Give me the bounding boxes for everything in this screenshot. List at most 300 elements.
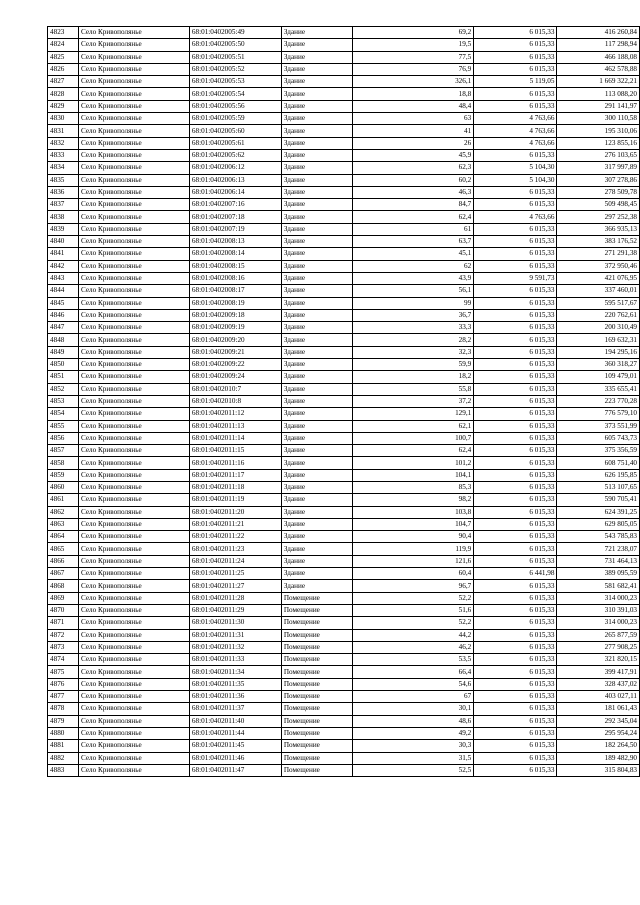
cadastral-number-cell: 68:01:0402011:27: [189, 580, 281, 592]
object-type-cell: Здание: [281, 395, 352, 407]
row-number-cell: 4838: [48, 211, 79, 223]
unit-cost-cell: 6 015,33: [474, 666, 557, 678]
table-row: [48, 715, 640, 727]
object-type-cell: Помещение: [281, 629, 352, 641]
object-type-cell: Здание: [281, 260, 352, 272]
table-row: [48, 568, 640, 580]
locality-cell: Село Кривополянье: [78, 309, 189, 321]
object-type-cell: Здание: [281, 518, 352, 530]
cadastral-number-cell: 68:01:0402005:51: [189, 51, 281, 63]
cadastral-number-cell: 68:01:0402011:21: [189, 518, 281, 530]
cadastral-number-cell: 68:01:0402005:50: [189, 39, 281, 51]
area-cell: 62,4: [353, 445, 474, 457]
row-number-cell: 4868: [48, 580, 79, 592]
table-row: [48, 51, 640, 63]
area-cell: 77,5: [353, 51, 474, 63]
object-type-cell: Здание: [281, 469, 352, 481]
object-type-cell: Здание: [281, 346, 352, 358]
object-type-cell: Здание: [281, 113, 352, 125]
unit-cost-cell: 6 015,33: [474, 691, 557, 703]
unit-cost-cell: 6 015,33: [474, 223, 557, 235]
locality-cell: Село Кривополянье: [78, 285, 189, 297]
cadastral-value-cell: 513 107,65: [557, 481, 640, 493]
area-cell: 30,3: [353, 740, 474, 752]
object-type-cell: Помещение: [281, 727, 352, 739]
table-row: [48, 334, 640, 346]
area-cell: 19,5: [353, 39, 474, 51]
unit-cost-cell: 6 015,33: [474, 506, 557, 518]
cadastral-value-cell: 608 751,40: [557, 457, 640, 469]
locality-cell: Село Кривополянье: [78, 691, 189, 703]
locality-cell: Село Кривополянье: [78, 580, 189, 592]
row-number-cell: 4848: [48, 334, 79, 346]
locality-cell: Село Кривополянье: [78, 432, 189, 444]
table-row: [48, 174, 640, 186]
cadastral-number-cell: 68:01:0402011:22: [189, 531, 281, 543]
object-type-cell: Помещение: [281, 592, 352, 604]
area-cell: 119,9: [353, 543, 474, 555]
table-row: [48, 420, 640, 432]
unit-cost-cell: 6 015,33: [474, 27, 557, 39]
row-number-cell: 4853: [48, 395, 79, 407]
row-number-cell: 4875: [48, 666, 79, 678]
unit-cost-cell: 4 763,66: [474, 125, 557, 137]
area-cell: 62,3: [353, 162, 474, 174]
unit-cost-cell: 6 015,33: [474, 359, 557, 371]
area-cell: 63,7: [353, 236, 474, 248]
locality-cell: Село Кривополянье: [78, 272, 189, 284]
unit-cost-cell: 4 763,66: [474, 137, 557, 149]
unit-cost-cell: 6 015,33: [474, 592, 557, 604]
table-row: [48, 592, 640, 604]
cadastral-number-cell: 68:01:0402011:29: [189, 604, 281, 616]
unit-cost-cell: 6 015,33: [474, 764, 557, 776]
cadastral-value-cell: 200 310,49: [557, 322, 640, 334]
row-number-cell: 4883: [48, 764, 79, 776]
cadastral-value-cell: 337 460,01: [557, 285, 640, 297]
object-type-cell: Здание: [281, 309, 352, 321]
object-type-cell: Помещение: [281, 703, 352, 715]
cadastral-value-cell: 307 278,86: [557, 174, 640, 186]
area-cell: 101,2: [353, 457, 474, 469]
table-row: [48, 531, 640, 543]
area-cell: 44,2: [353, 629, 474, 641]
unit-cost-cell: 6 015,33: [474, 518, 557, 530]
object-type-cell: Здание: [281, 27, 352, 39]
object-type-cell: Здание: [281, 568, 352, 580]
cadastral-value-cell: 295 954,24: [557, 727, 640, 739]
object-type-cell: Здание: [281, 223, 352, 235]
unit-cost-cell: 6 015,33: [474, 322, 557, 334]
unit-cost-cell: 6 015,33: [474, 371, 557, 383]
cadastral-value-cell: 605 743,73: [557, 432, 640, 444]
table-row: [48, 494, 640, 506]
unit-cost-cell: 9 591,73: [474, 272, 557, 284]
locality-cell: Село Кривополянье: [78, 88, 189, 100]
table-row: [48, 408, 640, 420]
table-row: [48, 63, 640, 75]
cadastral-number-cell: 68:01:0402011:16: [189, 457, 281, 469]
locality-cell: Село Кривополянье: [78, 481, 189, 493]
row-number-cell: 4846: [48, 309, 79, 321]
cadastral-number-cell: 68:01:0402007:18: [189, 211, 281, 223]
locality-cell: Село Кривополянье: [78, 149, 189, 161]
row-number-cell: 4856: [48, 432, 79, 444]
table-row: [48, 359, 640, 371]
object-type-cell: Здание: [281, 322, 352, 334]
cadastral-value-cell: 328 437,02: [557, 678, 640, 690]
area-cell: 18,2: [353, 371, 474, 383]
unit-cost-cell: 4 763,66: [474, 113, 557, 125]
object-type-cell: Помещение: [281, 678, 352, 690]
row-number-cell: 4849: [48, 346, 79, 358]
cadastral-number-cell: 68:01:0402011:25: [189, 568, 281, 580]
cadastral-number-cell: 68:01:0402005:54: [189, 88, 281, 100]
row-number-cell: 4857: [48, 445, 79, 457]
locality-cell: Село Кривополянье: [78, 125, 189, 137]
cadastral-value-cell: 629 805,05: [557, 518, 640, 530]
area-cell: 129,1: [353, 408, 474, 420]
locality-cell: Село Кривополянье: [78, 518, 189, 530]
table-row: [48, 113, 640, 125]
row-number-cell: 4829: [48, 100, 79, 112]
cadastral-value-cell: 194 295,16: [557, 346, 640, 358]
table-row: [48, 666, 640, 678]
cadastral-value-cell: 776 579,10: [557, 408, 640, 420]
unit-cost-cell: 6 015,33: [474, 408, 557, 420]
locality-cell: Село Кривополянье: [78, 297, 189, 309]
row-number-cell: 4850: [48, 359, 79, 371]
locality-cell: Село Кривополянье: [78, 186, 189, 198]
cadastral-number-cell: 68:01:0402011:30: [189, 617, 281, 629]
area-cell: 52,2: [353, 592, 474, 604]
cadastral-value-cell: 366 935,13: [557, 223, 640, 235]
object-type-cell: Здание: [281, 481, 352, 493]
area-cell: 33,3: [353, 322, 474, 334]
cadastral-value-cell: 372 950,46: [557, 260, 640, 272]
locality-cell: Село Кривополянье: [78, 568, 189, 580]
table-row: [48, 703, 640, 715]
object-type-cell: Помещение: [281, 740, 352, 752]
cadastral-value-cell: 509 498,45: [557, 199, 640, 211]
row-number-cell: 4858: [48, 457, 79, 469]
object-type-cell: Здание: [281, 457, 352, 469]
cadastral-number-cell: 68:01:0402005:49: [189, 27, 281, 39]
unit-cost-cell: 6 015,33: [474, 629, 557, 641]
table-row: [48, 236, 640, 248]
unit-cost-cell: 6 015,33: [474, 39, 557, 51]
cadastral-number-cell: 68:01:0402005:52: [189, 63, 281, 75]
object-type-cell: Здание: [281, 63, 352, 75]
cadastral-value-cell: 169 632,31: [557, 334, 640, 346]
cadastral-number-cell: 68:01:0402011:12: [189, 408, 281, 420]
cadastral-number-cell: 68:01:0402011:45: [189, 740, 281, 752]
cadastral-number-cell: 68:01:0402011:14: [189, 432, 281, 444]
locality-cell: Село Кривополянье: [78, 641, 189, 653]
cadastral-number-cell: 68:01:0402011:47: [189, 764, 281, 776]
object-type-cell: Помещение: [281, 752, 352, 764]
locality-cell: Село Кривополянье: [78, 174, 189, 186]
table-row: [48, 248, 640, 260]
row-number-cell: 4845: [48, 297, 79, 309]
cadastral-number-cell: 68:01:0402011:13: [189, 420, 281, 432]
area-cell: 18,8: [353, 88, 474, 100]
row-number-cell: 4879: [48, 715, 79, 727]
unit-cost-cell: 6 015,33: [474, 346, 557, 358]
area-cell: 103,8: [353, 506, 474, 518]
table-row: [48, 691, 640, 703]
locality-cell: Село Кривополянье: [78, 223, 189, 235]
locality-cell: Село Кривополянье: [78, 137, 189, 149]
row-number-cell: 4835: [48, 174, 79, 186]
unit-cost-cell: 5 104,30: [474, 174, 557, 186]
unit-cost-cell: 4 763,66: [474, 211, 557, 223]
cadastral-value-cell: 189 482,90: [557, 752, 640, 764]
unit-cost-cell: 6 015,33: [474, 395, 557, 407]
cadastral-number-cell: 68:01:0402011:24: [189, 555, 281, 567]
locality-cell: Село Кривополянье: [78, 555, 189, 567]
unit-cost-cell: 6 015,33: [474, 285, 557, 297]
area-cell: 62,1: [353, 420, 474, 432]
area-cell: 32,3: [353, 346, 474, 358]
row-number-cell: 4882: [48, 752, 79, 764]
cadastral-number-cell: 68:01:0402011:37: [189, 703, 281, 715]
area-cell: 51,6: [353, 604, 474, 616]
row-number-cell: 4870: [48, 604, 79, 616]
cadastral-number-cell: 68:01:0402006:13: [189, 174, 281, 186]
row-number-cell: 4841: [48, 248, 79, 260]
row-number-cell: 4860: [48, 481, 79, 493]
object-type-cell: Здание: [281, 445, 352, 457]
table-row: [48, 395, 640, 407]
locality-cell: Село Кривополянье: [78, 715, 189, 727]
locality-cell: Село Кривополянье: [78, 27, 189, 39]
area-cell: 46,3: [353, 186, 474, 198]
unit-cost-cell: 6 015,33: [474, 481, 557, 493]
locality-cell: Село Кривополянье: [78, 420, 189, 432]
object-type-cell: Здание: [281, 162, 352, 174]
locality-cell: Село Кривополянье: [78, 236, 189, 248]
cadastral-value-cell: 389 095,59: [557, 568, 640, 580]
cadastral-value-cell: 360 318,27: [557, 359, 640, 371]
locality-cell: Село Кривополянье: [78, 445, 189, 457]
cadastral-number-cell: 68:01:0402011:40: [189, 715, 281, 727]
cadastral-value-cell: 195 310,06: [557, 125, 640, 137]
locality-cell: Село Кривополянье: [78, 469, 189, 481]
area-cell: 36,7: [353, 309, 474, 321]
object-type-cell: Здание: [281, 506, 352, 518]
row-number-cell: 4876: [48, 678, 79, 690]
row-number-cell: 4832: [48, 137, 79, 149]
cadastral-number-cell: 68:01:0402011:18: [189, 481, 281, 493]
cadastral-value-cell: 182 264,50: [557, 740, 640, 752]
object-type-cell: Здание: [281, 100, 352, 112]
table-row: [48, 272, 640, 284]
locality-cell: Село Кривополянье: [78, 51, 189, 63]
table-row: [48, 580, 640, 592]
cadastral-number-cell: 68:01:0402011:34: [189, 666, 281, 678]
cadastral-value-cell: 300 110,58: [557, 113, 640, 125]
area-cell: 48,4: [353, 100, 474, 112]
cadastral-value-cell: 731 464,13: [557, 555, 640, 567]
area-cell: 41: [353, 125, 474, 137]
locality-cell: Село Кривополянье: [78, 334, 189, 346]
unit-cost-cell: 6 015,33: [474, 260, 557, 272]
cadastral-number-cell: 68:01:0402005:61: [189, 137, 281, 149]
table-row: [48, 469, 640, 481]
cadastral-number-cell: 68:01:0402005:62: [189, 149, 281, 161]
unit-cost-cell: 6 015,33: [474, 555, 557, 567]
cadastral-number-cell: 68:01:0402005:56: [189, 100, 281, 112]
table-row: [48, 727, 640, 739]
cadastral-value-cell: 581 682,41: [557, 580, 640, 592]
unit-cost-cell: 6 015,33: [474, 236, 557, 248]
table-row: [48, 149, 640, 161]
area-cell: 90,4: [353, 531, 474, 543]
unit-cost-cell: 6 015,33: [474, 88, 557, 100]
cadastral-value-cell: 421 076,95: [557, 272, 640, 284]
object-type-cell: Помещение: [281, 641, 352, 653]
locality-cell: Село Кривополянье: [78, 506, 189, 518]
row-number-cell: 4834: [48, 162, 79, 174]
cadastral-value-cell: 375 356,59: [557, 445, 640, 457]
unit-cost-cell: 6 015,33: [474, 654, 557, 666]
cadastral-number-cell: 68:01:0402008:15: [189, 260, 281, 272]
row-number-cell: 4871: [48, 617, 79, 629]
locality-cell: Село Кривополянье: [78, 678, 189, 690]
cadastral-value-cell: 416 260,84: [557, 27, 640, 39]
cadastral-value-cell: 335 655,41: [557, 383, 640, 395]
cadastral-value-cell: 383 176,52: [557, 236, 640, 248]
locality-cell: Село Кривополянье: [78, 322, 189, 334]
object-type-cell: Здание: [281, 186, 352, 198]
row-number-cell: 4826: [48, 63, 79, 75]
table-row: [48, 604, 640, 616]
object-type-cell: Здание: [281, 531, 352, 543]
object-type-cell: Помещение: [281, 666, 352, 678]
cadastral-value-cell: 310 391,03: [557, 604, 640, 616]
locality-cell: Село Кривополянье: [78, 703, 189, 715]
unit-cost-cell: 6 015,33: [474, 420, 557, 432]
cadastral-value-cell: 462 578,88: [557, 63, 640, 75]
area-cell: 48,6: [353, 715, 474, 727]
unit-cost-cell: 6 015,33: [474, 727, 557, 739]
row-number-cell: 4847: [48, 322, 79, 334]
row-number-cell: 4831: [48, 125, 79, 137]
row-number-cell: 4881: [48, 740, 79, 752]
cadastral-value-cell: 117 298,94: [557, 39, 640, 51]
cadastral-number-cell: 68:01:0402007:19: [189, 223, 281, 235]
unit-cost-cell: 6 015,33: [474, 199, 557, 211]
cadastral-number-cell: 68:01:0402005:53: [189, 76, 281, 88]
table-row: [48, 445, 640, 457]
table-row: [48, 518, 640, 530]
area-cell: 54,6: [353, 678, 474, 690]
area-cell: 66,4: [353, 666, 474, 678]
cadastral-value-cell: 399 417,91: [557, 666, 640, 678]
locality-cell: Село Кривополянье: [78, 39, 189, 51]
table-row: [48, 297, 640, 309]
locality-cell: Село Кривополянье: [78, 76, 189, 88]
row-number-cell: 4842: [48, 260, 79, 272]
locality-cell: Село Кривополянье: [78, 395, 189, 407]
cadastral-value-cell: 220 762,61: [557, 309, 640, 321]
row-number-cell: 4864: [48, 531, 79, 543]
cadastral-value-cell: 109 479,01: [557, 371, 640, 383]
locality-cell: Село Кривополянье: [78, 494, 189, 506]
object-type-cell: Здание: [281, 420, 352, 432]
area-cell: 62: [353, 260, 474, 272]
table-row: [48, 383, 640, 395]
locality-cell: Село Кривополянье: [78, 383, 189, 395]
area-cell: 63: [353, 113, 474, 125]
table-row: [48, 740, 640, 752]
cadastral-value-cell: 113 088,20: [557, 88, 640, 100]
object-type-cell: Здание: [281, 383, 352, 395]
cadastral-value-cell: 624 391,25: [557, 506, 640, 518]
locality-cell: Село Кривополянье: [78, 752, 189, 764]
cadastral-value-cell: 271 291,38: [557, 248, 640, 260]
cadastral-value-cell: 276 103,65: [557, 149, 640, 161]
cadastral-value-cell: 403 027,11: [557, 691, 640, 703]
object-type-cell: Здание: [281, 125, 352, 137]
row-number-cell: 4833: [48, 149, 79, 161]
cadastral-value-cell: 590 705,41: [557, 494, 640, 506]
table-row: [48, 322, 640, 334]
locality-cell: Село Кривополянье: [78, 359, 189, 371]
area-cell: 59,9: [353, 359, 474, 371]
area-cell: 99: [353, 297, 474, 309]
locality-cell: Село Кривополянье: [78, 654, 189, 666]
row-number-cell: 4851: [48, 371, 79, 383]
object-type-cell: Помещение: [281, 617, 352, 629]
table-row: [48, 260, 640, 272]
object-type-cell: Здание: [281, 580, 352, 592]
cadastral-number-cell: 68:01:0402009:20: [189, 334, 281, 346]
table-row: [48, 506, 640, 518]
cadastral-value-cell: 317 997,89: [557, 162, 640, 174]
area-cell: 55,8: [353, 383, 474, 395]
cadastral-number-cell: 68:01:0402011:20: [189, 506, 281, 518]
unit-cost-cell: 6 015,33: [474, 63, 557, 75]
row-number-cell: 4844: [48, 285, 79, 297]
cadastral-number-cell: 68:01:0402005:59: [189, 113, 281, 125]
cadastral-value-cell: 291 141,97: [557, 100, 640, 112]
table-row: [48, 654, 640, 666]
unit-cost-cell: 6 015,33: [474, 604, 557, 616]
cadastral-value-cell: 373 551,99: [557, 420, 640, 432]
cadastral-value-cell: 265 877,59: [557, 629, 640, 641]
row-number-cell: 4827: [48, 76, 79, 88]
row-number-cell: 4843: [48, 272, 79, 284]
unit-cost-cell: 6 015,33: [474, 100, 557, 112]
cadastral-value-cell: 314 000,23: [557, 617, 640, 629]
table-row: [48, 39, 640, 51]
area-cell: 67: [353, 691, 474, 703]
object-type-cell: Помещение: [281, 654, 352, 666]
cadastral-number-cell: 68:01:0402011:19: [189, 494, 281, 506]
table-row: [48, 555, 640, 567]
object-type-cell: Здание: [281, 149, 352, 161]
table-row: [48, 752, 640, 764]
table-row: [48, 543, 640, 555]
row-number-cell: 4866: [48, 555, 79, 567]
cadastral-number-cell: 68:01:0402011:36: [189, 691, 281, 703]
unit-cost-cell: 6 441,98: [474, 568, 557, 580]
unit-cost-cell: 6 015,33: [474, 432, 557, 444]
object-type-cell: Здание: [281, 76, 352, 88]
cadastral-number-cell: 68:01:0402008:14: [189, 248, 281, 260]
